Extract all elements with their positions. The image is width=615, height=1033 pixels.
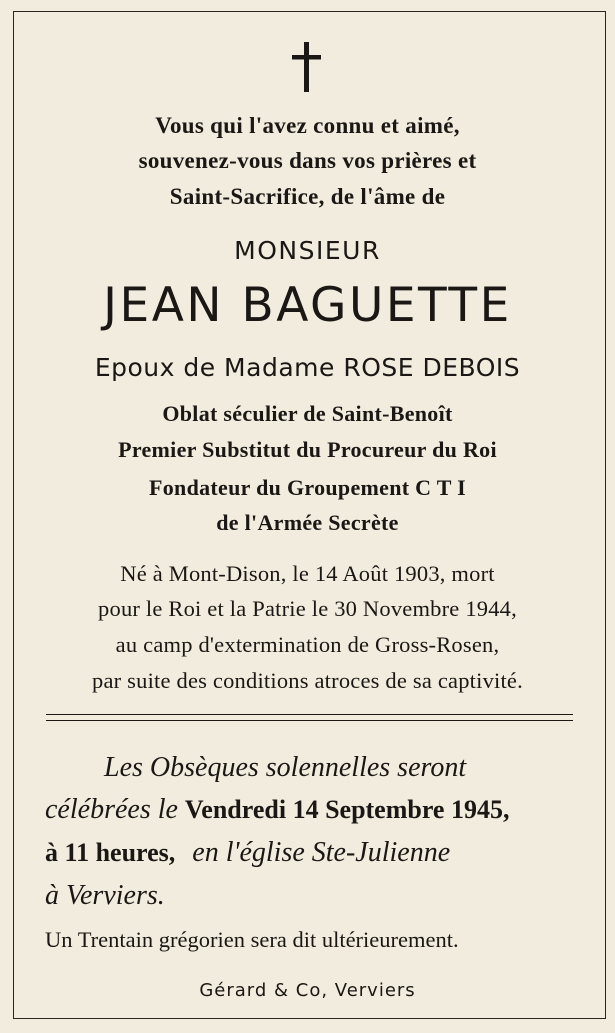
bio-line-3: au camp d'extermination de Gross-Rosen, xyxy=(115,632,500,657)
printer-credit: Gérard & Co, Verviers xyxy=(199,980,416,1001)
divider-top xyxy=(46,714,573,715)
cross-icon xyxy=(0,40,615,94)
bio-line-1: Né à Mont-Dison, le 14 Août 1903, mort xyxy=(120,561,495,586)
bio-line-2: pour le Roi et la Patrie le 30 Novembre 1944, xyxy=(98,596,517,621)
obsequies-line-1: Les Obsèques solennelles seront xyxy=(104,752,467,783)
obsequies-time: à 11 heures, xyxy=(45,838,176,867)
divider-bottom xyxy=(46,720,573,721)
intro-line-3: Saint-Sacrifice, de l'âme de xyxy=(169,184,446,209)
spouse-line xyxy=(0,353,615,382)
title-line-4: de l'Armée Secrète xyxy=(216,510,399,535)
obsequies-celebrated: célébrées le xyxy=(45,794,178,825)
obsequies-line-3 xyxy=(45,837,605,869)
spouse-prefix: Epoux de Madame xyxy=(94,353,335,382)
title-line-1: Oblat séculier de Saint-Benoît xyxy=(162,401,453,426)
obsequies-date: Vendredi 14 Septembre 1945, xyxy=(184,795,510,824)
intro-line-2: souvenez-vous dans vos prières et xyxy=(138,148,477,173)
honorific: MONSIEUR xyxy=(234,236,381,265)
obsequies-line-2 xyxy=(45,794,605,826)
intro-line-1: Vous qui l'avez connu et aimé, xyxy=(155,113,460,138)
bio-line-4: par suite des conditions atroces de sa captivité. xyxy=(92,668,523,693)
obsequies-church: en l'église Ste-Julienne xyxy=(192,837,451,868)
deceased-name: JEAN BAGUETTE xyxy=(103,278,512,333)
title-line-2: Premier Substitut du Procureur du Roi xyxy=(118,437,497,462)
spouse-name: ROSE DEBOIS xyxy=(343,353,521,382)
obsequies-line-4: à Verviers. xyxy=(45,880,165,911)
title-line-3: Fondateur du Groupement C T I xyxy=(149,475,466,500)
trentain-note: Un Trentain grégorien sera dit ultérieurement. xyxy=(45,927,459,952)
